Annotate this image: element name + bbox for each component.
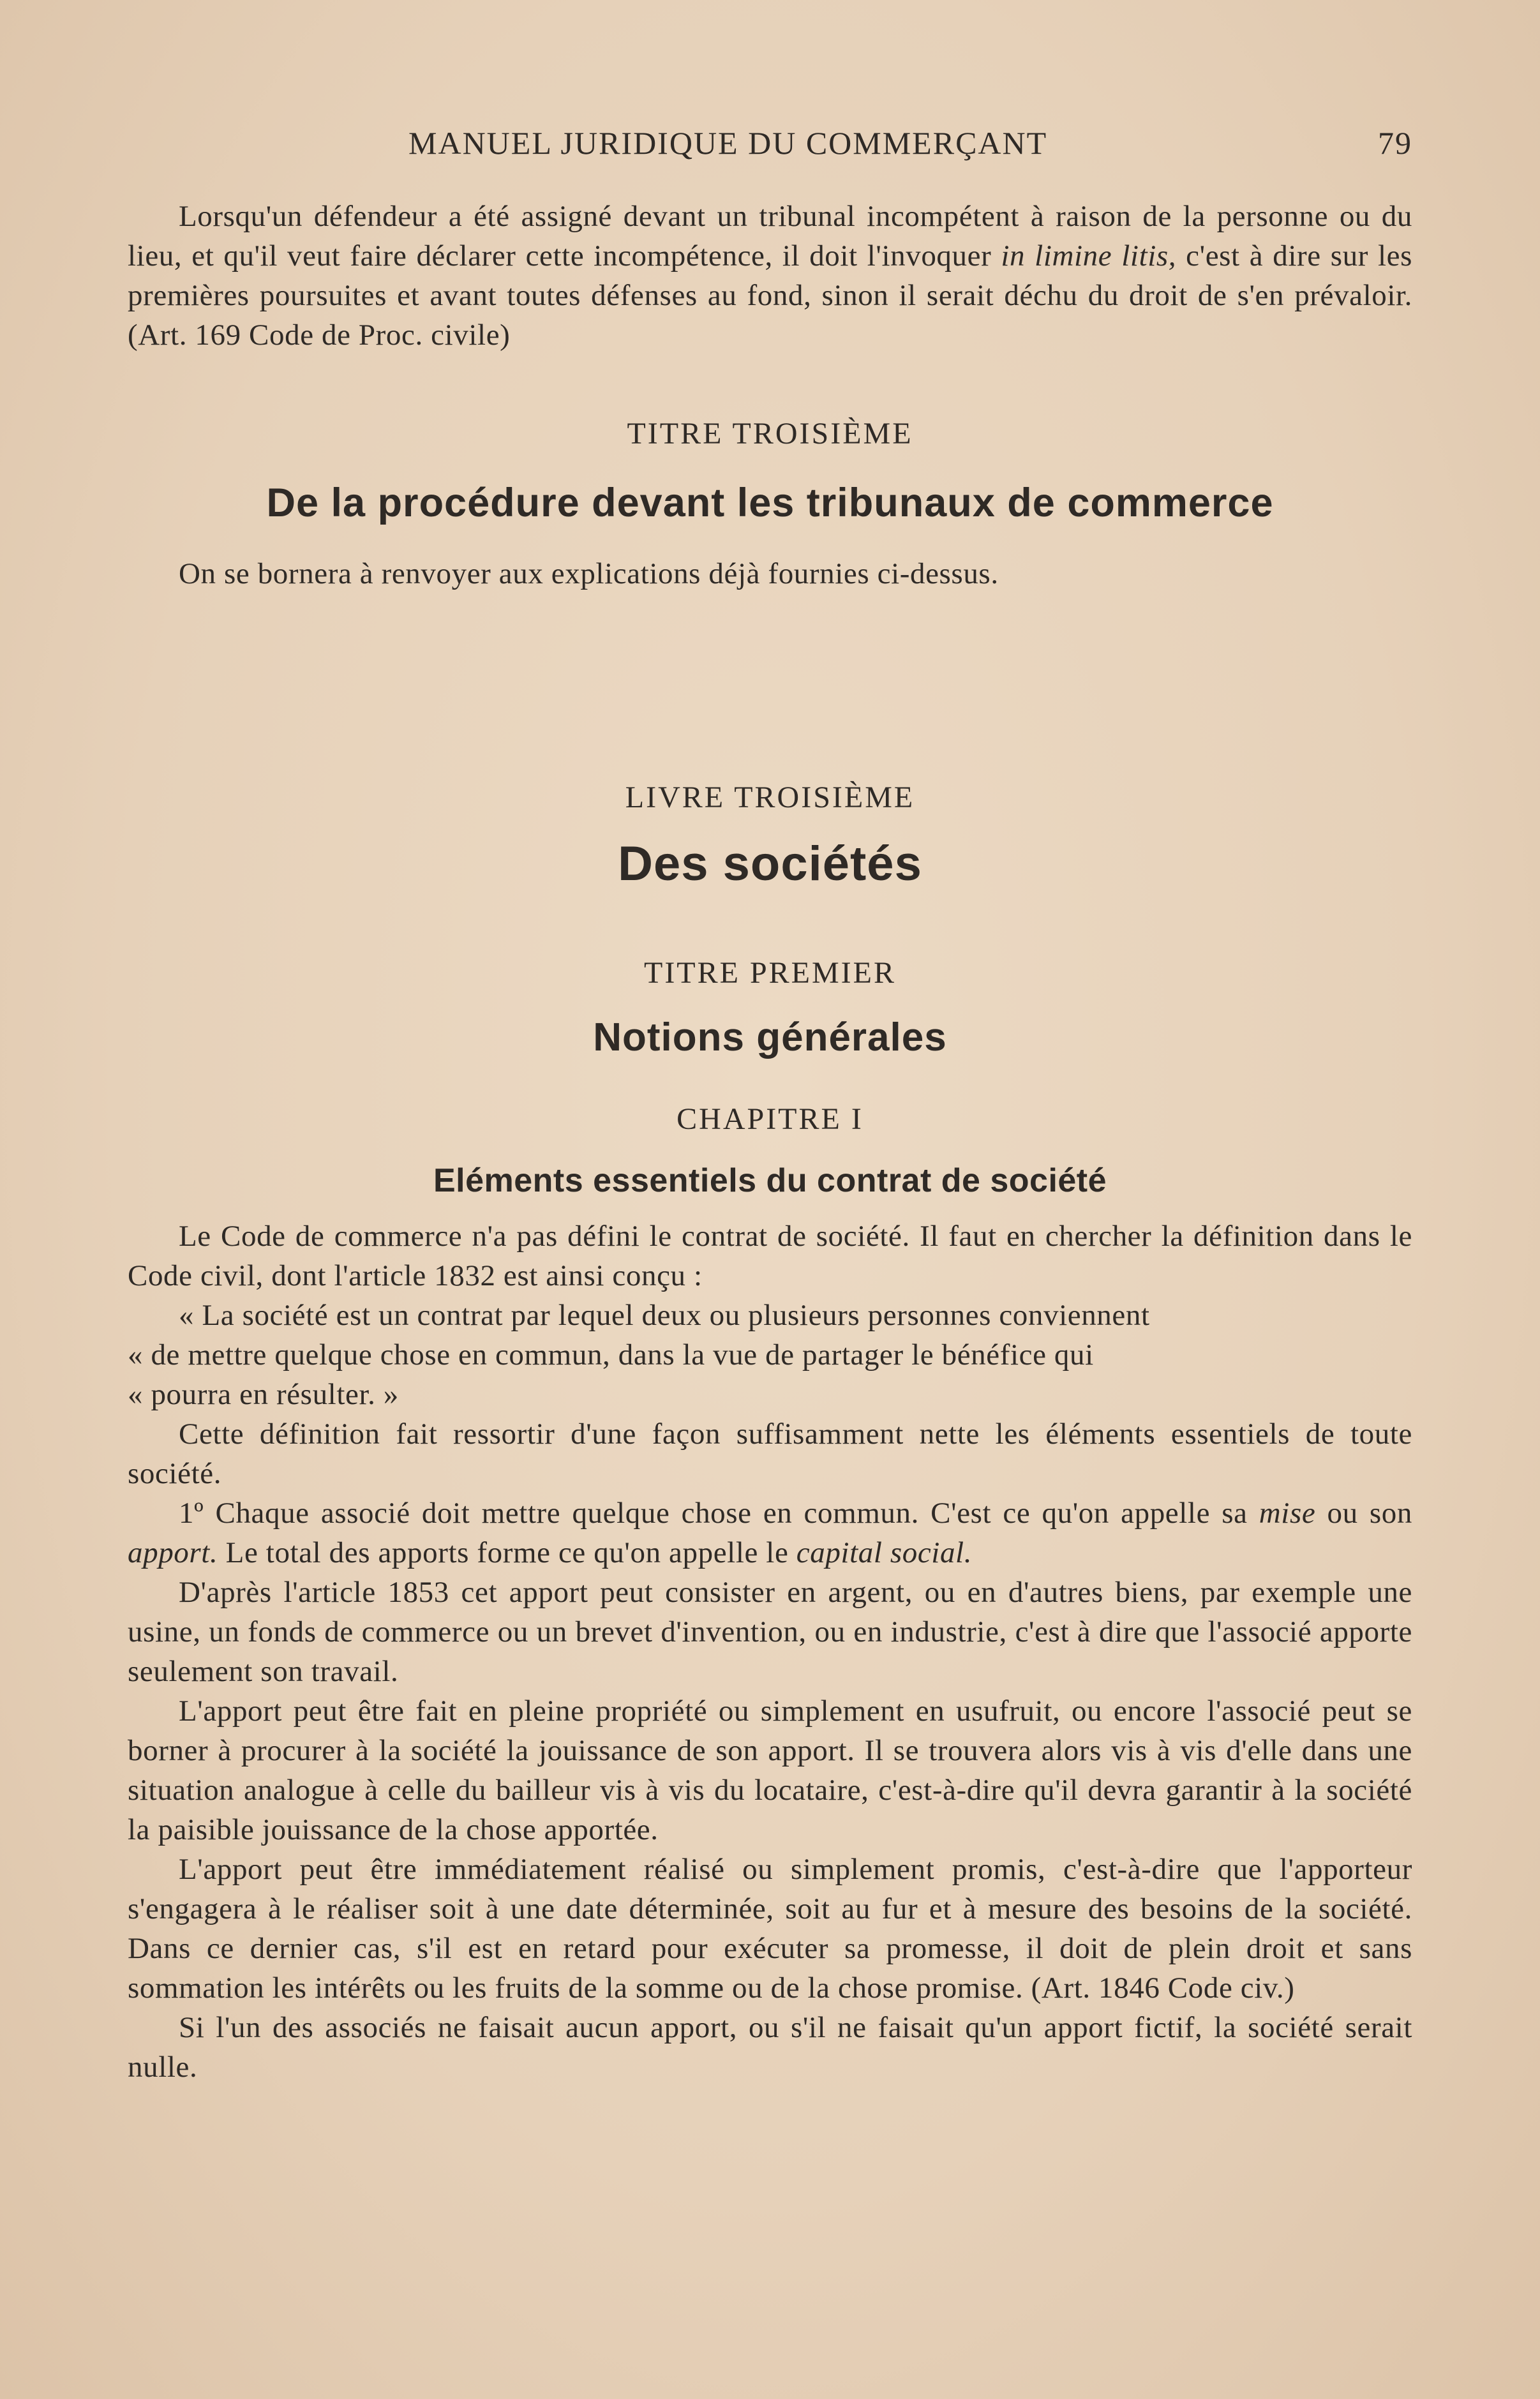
paragraph: Lorsqu'un défendeur a été assigné devant un tribunal incompétent à raison de la personne ou du lieu, et qu'il veut faire déclarer cette incompétence, il doit l'invoquer in limine litis, c'est à dire sur les premières poursuites et avant toutes défenses au fond, sinon il serait déchu du droit de s'en prévaloir. (Art. 169 Code de Proc. civile) bbox=[128, 200, 1412, 352]
paragraph: 1º Chaque associé doit mettre quelque chose en commun. C'est ce qu'on appelle sa mise ou son apport. Le total des apports forme ce qu'on appelle le capital social. bbox=[128, 1497, 1412, 1569]
quote-line: « La société est un contrat par lequel deux ou plusieurs personnes conviennent bbox=[179, 1299, 1150, 1332]
titre-troisieme-heading: De la procédure devant les tribunaux de commerce bbox=[266, 481, 1274, 525]
livre-troisieme-label: LIVRE TROISIÈME bbox=[625, 781, 915, 814]
paragraph: L'apport peut être fait en pleine propriété ou simplement en usufruit, ou encore l'associé peut se borner à procurer à la société la jouissance de son apport. Il se trouvera alors vis à vis d'elle dans une situation analogue à celle du bailleur vis à vis du locataire, c'est-à-dire qu'il devra garantir à la société la paisible jouissance de la chose apportée. bbox=[128, 1694, 1412, 1846]
titre-troisieme-label: TITRE TROISIÈME bbox=[627, 417, 913, 451]
quote-line: « de mettre quelque chose en commun, dans la vue de partager le bénéfice qui bbox=[128, 1338, 1094, 1371]
titre-premier-heading: Notions générales bbox=[593, 1015, 947, 1059]
titre-troisieme-text-block bbox=[128, 554, 1412, 594]
page-number: 79 bbox=[1378, 125, 1412, 161]
intro-paragraph bbox=[128, 197, 1412, 355]
chapter-body bbox=[128, 1216, 1412, 2087]
chapitre-heading: Eléments essentiels du contrat de société bbox=[433, 1162, 1107, 1199]
paragraph: Cette définition fait ressortir d'une façon suffisamment nette les éléments essentiels de toute société. bbox=[128, 1417, 1412, 1490]
page-header bbox=[128, 124, 1412, 169]
paragraph: Si l'un des associés ne faisait aucun apport, ou s'il ne faisait qu'un apport fictif, la société serait nulle. bbox=[128, 2011, 1412, 2084]
livre-troisieme-heading: Des sociétés bbox=[618, 837, 922, 891]
quote-line: « pourra en résulter. » bbox=[128, 1378, 399, 1411]
running-title: MANUEL JURIDIQUE DU COMMERÇANT bbox=[408, 125, 1048, 161]
paragraph: D'après l'article 1853 cet apport peut consister en argent, ou en d'autres biens, par exemple une usine, un fonds de commerce ou un brevet d'invention, ou en industrie, c'est à dire que l'associé apporte seulement son travail. bbox=[128, 1576, 1412, 1688]
paragraph: On se bornera à renvoyer aux explications déjà fournies ci-dessus. bbox=[179, 557, 999, 590]
chapitre-label: CHAPITRE I bbox=[677, 1102, 863, 1136]
titre-premier-label: TITRE PREMIER bbox=[644, 956, 896, 990]
paragraph: Le Code de commerce n'a pas défini le contrat de société. Il faut en chercher la définition dans le Code civil, dont l'article 1832 est ainsi conçu : bbox=[128, 1220, 1412, 1292]
paragraph: L'apport peut être immédiatement réalisé ou simplement promis, c'est-à-dire que l'apporteur s'engagera à le réaliser soit à une date déterminée, soit au fur et à mesure des besoins de la société. Dans ce dernier cas, s'il est en retard pour exécuter sa promesse, il doit de plein droit et sans sommation les intérêts ou les fruits de la somme ou de la chose promise. (Art. 1846 Code civ.) bbox=[128, 1853, 1412, 2005]
